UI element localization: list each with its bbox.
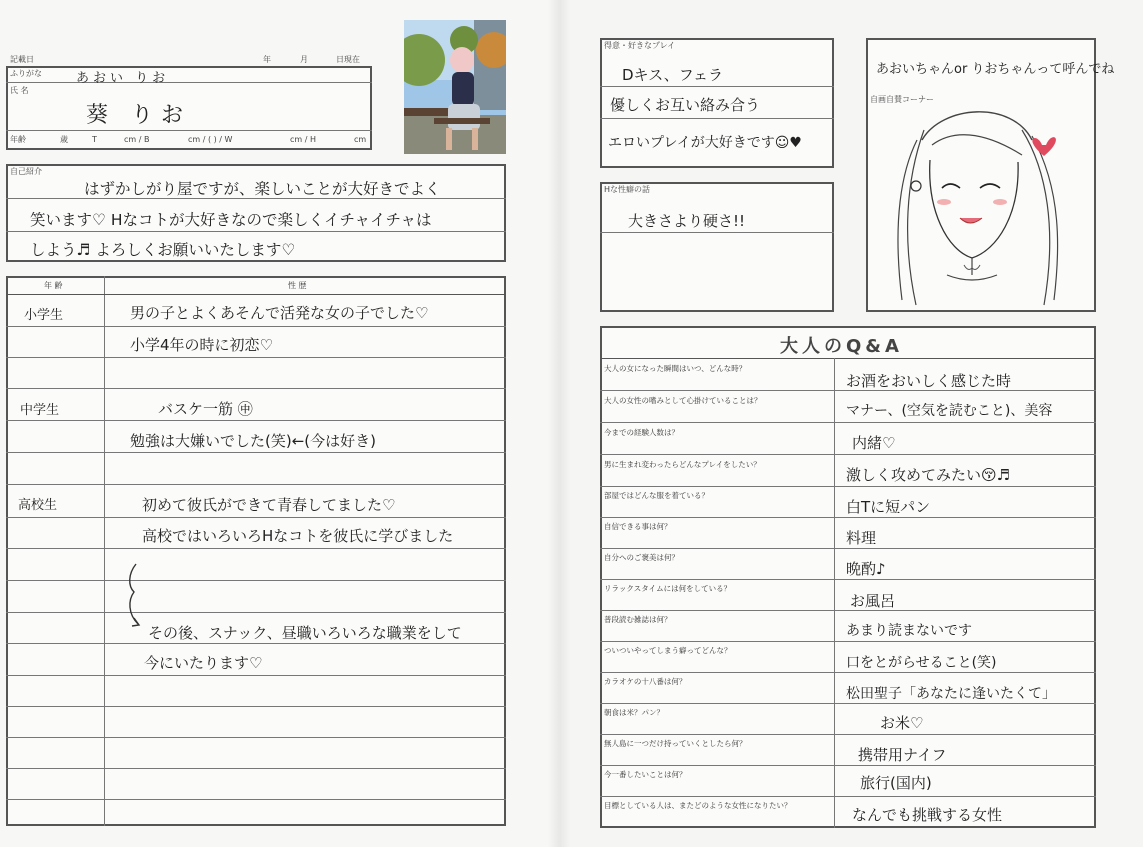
qa-question-13: 無人島に一つだけ持っていくとしたら何？ xyxy=(604,739,747,748)
qa-answer-8: お風呂 xyxy=(850,592,896,610)
qa-question-11: カラオケの十八番は何？ xyxy=(604,677,687,686)
history-row3-line1: 初めて彼氏ができて青春してました♡ xyxy=(142,496,396,514)
history-col-age: 年 齢 xyxy=(44,281,63,290)
qa-answer-10: 口をとがらせること(笑) xyxy=(846,655,997,671)
qa-question-3: 今までの経験人数は？ xyxy=(604,428,679,437)
qa-question-12: 朝食は米？パン？ xyxy=(604,708,664,717)
age-label: 年齢 xyxy=(10,135,26,144)
history-grade-3: 高校生 xyxy=(18,498,58,513)
likes-line-3: エロいプレイが大好きです☺♥ xyxy=(608,135,802,151)
qa-question-6: 自信できる事は何？ xyxy=(604,522,672,531)
likes-line-1: Dキス、フェラ xyxy=(622,66,723,84)
qa-answer-4: 激しく攻めてみたい😚♬ xyxy=(846,466,1011,484)
cm-end-label: cm xyxy=(354,135,367,144)
fetish-label: Hな性癖の話 xyxy=(604,185,651,194)
t-label: T xyxy=(92,135,97,144)
qa-question-10: ついついやってしまう癖ってどんな？ xyxy=(604,646,732,655)
intro-line-2: 笑います♡ Hなコトが大好きなので楽しくイチャイチャは xyxy=(30,211,432,229)
qa-answer-14: 旅行(国内) xyxy=(860,774,932,792)
history-row3-line4: 今にいたります♡ xyxy=(144,654,263,672)
date-label: 記載日 xyxy=(10,55,34,64)
history-row2-line1: バスケ一筋 ㊥ xyxy=(158,400,253,418)
age-unit: 歳 xyxy=(60,135,68,144)
qa-question-4: 男に生まれ変わったらどんなプレイをしたい？ xyxy=(604,460,761,469)
qa-title: 大人のQ&A xyxy=(780,336,903,357)
furigana-label: ふりがな xyxy=(10,69,42,78)
intro-line-3: しよう♬ よろしくお願いいたします♡ xyxy=(30,241,296,259)
intro-label: 自己紹介 xyxy=(10,167,42,176)
qa-answer-1: お酒をおいしく感じた時 xyxy=(846,372,1012,390)
qa-answer-6: 料理 xyxy=(846,529,877,547)
qa-answer-15: なんでも挑戦する女性 xyxy=(852,806,1003,824)
history-row3-line2: 高校ではいろいろHなコトを彼氏に学びました xyxy=(142,527,454,545)
year-label: 年 xyxy=(263,55,271,64)
qa-question-8: リラックスタイムには何をしている？ xyxy=(604,584,732,593)
name-label: 氏 名 xyxy=(10,86,29,95)
qa-question-7: 自分へのご褒美は何？ xyxy=(604,553,679,562)
date-suffix-label: 日現在 xyxy=(336,55,360,64)
qa-answer-5: 白Tに短パン xyxy=(846,498,931,516)
intro-line-1: はずかしがり屋ですが、楽しいことが大好きでよく xyxy=(84,180,441,198)
history-row2-line2: 勉強は大嫌いでした(笑)←(今は好き) xyxy=(130,432,376,450)
qa-answer-12: お米♡ xyxy=(880,714,924,732)
furigana-value: あおい りお xyxy=(76,71,170,86)
qa-question-5: 部屋ではどんな服を着ている？ xyxy=(604,491,709,500)
book-gutter xyxy=(548,0,570,847)
qa-answer-2: マナー、(空気を読むこと)、美容 xyxy=(846,403,1053,419)
qa-question-2: 大人の女性の嗜みとして心掛けていることは？ xyxy=(604,396,762,405)
qa-question-14: 今一番したいことは何？ xyxy=(604,770,687,779)
history-grade-1: 小学生 xyxy=(24,308,64,323)
month-label: 月 xyxy=(300,55,308,64)
qa-answer-7: 晩酌♪ xyxy=(846,560,886,578)
qa-question-9: 普段読む雑誌は何？ xyxy=(604,615,672,624)
qa-answer-13: 携帯用ナイフ xyxy=(858,746,947,764)
h-label: cm / H xyxy=(290,135,316,144)
arrow-curve-icon xyxy=(122,560,152,630)
history-grade-2: 中学生 xyxy=(20,403,60,418)
profile-photo xyxy=(404,20,506,154)
name-value: 葵 りお xyxy=(86,103,191,128)
portrait-label: 自画自賛コーナー xyxy=(870,95,934,104)
portrait-caption: あおいちゃんor りおちゃんって呼んでね xyxy=(876,62,1115,77)
fetish-value: 大きさより硬さ!! xyxy=(628,212,746,230)
w-label: cm / ( ) / W xyxy=(188,135,233,144)
qa-answer-11: 松田聖子「あなたに逢いたくて」 xyxy=(846,686,1056,702)
history-row3-line3: その後、スナック、昼職いろいろな職業をして xyxy=(148,624,462,642)
likes-label: 得意・好きなプレイ xyxy=(604,41,676,50)
history-row1-line1: 男の子とよくあそんで活発な女の子でした♡ xyxy=(130,304,429,322)
photo-image xyxy=(404,20,506,154)
self-portrait-drawing xyxy=(872,100,1092,308)
fetish-box xyxy=(600,182,834,312)
history-col-story: 性 歴 xyxy=(288,281,307,290)
qa-answer-3: 内緒♡ xyxy=(852,434,896,452)
qa-question-1: 大人の女になった瞬間はいつ、どんな時？ xyxy=(604,364,747,373)
b-label: cm / B xyxy=(124,135,150,144)
history-table xyxy=(6,276,506,826)
history-row1-line2: 小学4年の時に初恋♡ xyxy=(130,336,273,354)
qa-answer-9: あまり読まないです xyxy=(846,623,972,639)
likes-line-2: 優しくお互い絡み合う xyxy=(610,96,761,114)
qa-question-15: 目標としている人は、またどのような女性になりたい？ xyxy=(604,801,792,810)
